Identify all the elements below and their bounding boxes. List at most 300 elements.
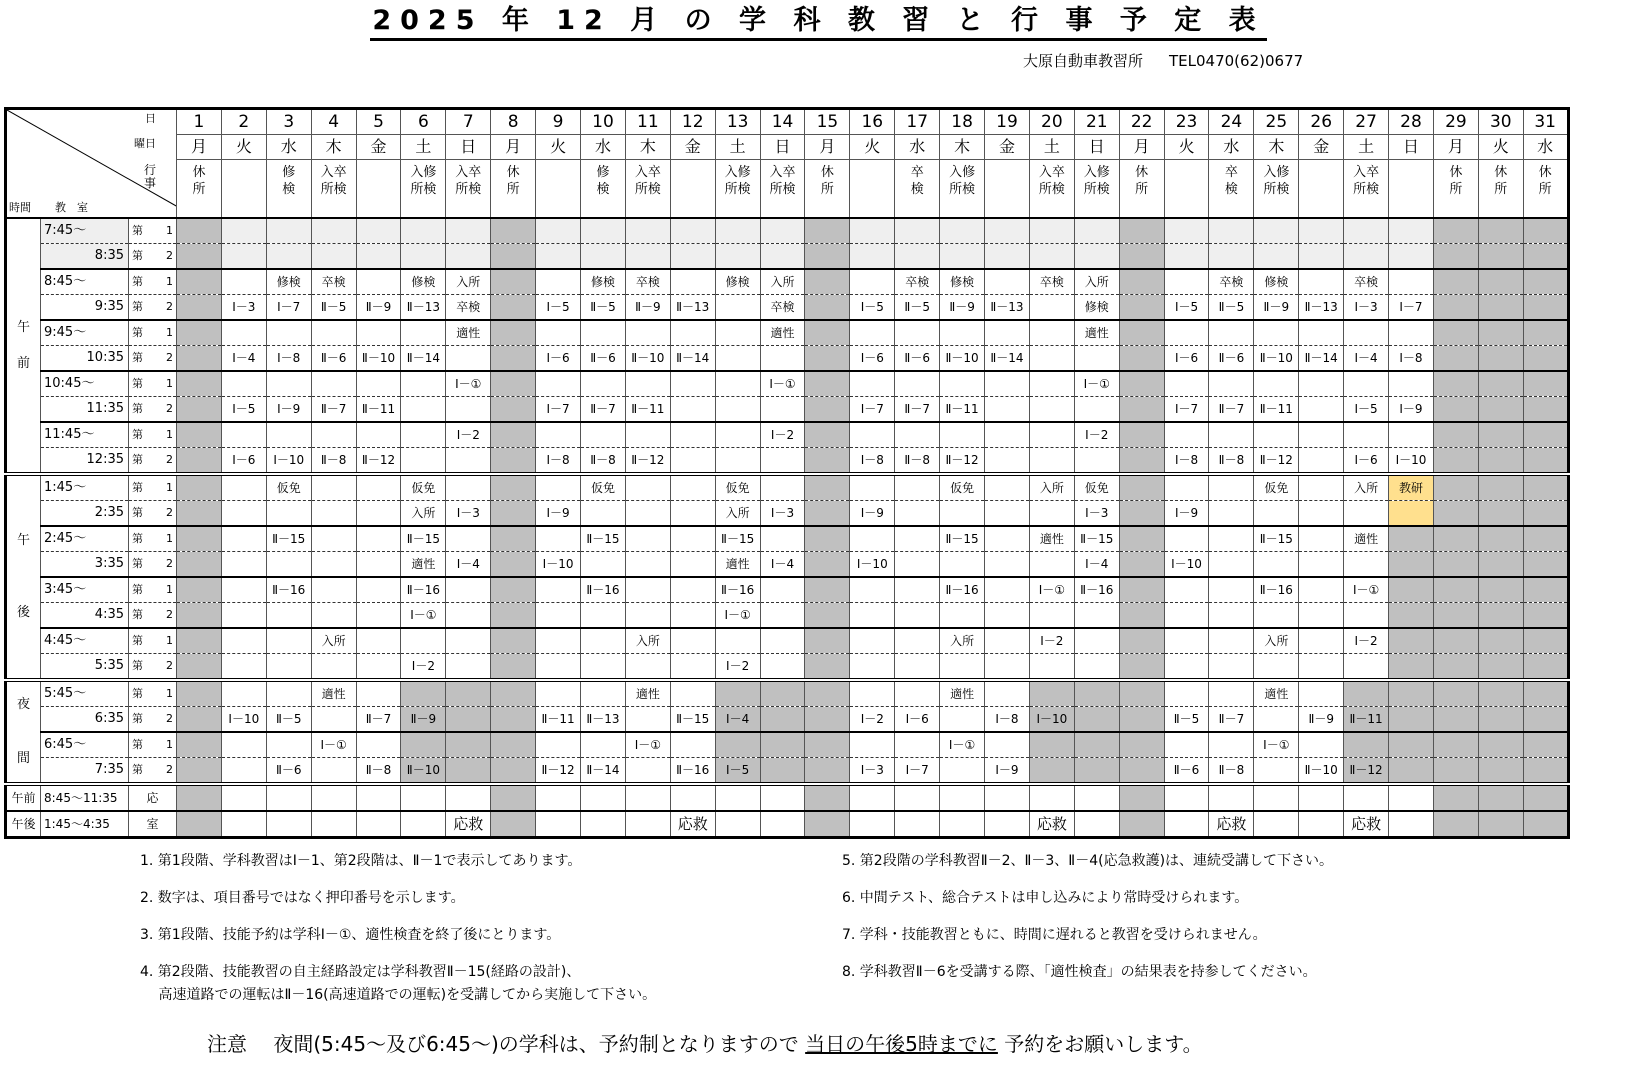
class-cell: Ⅰ－① <box>760 371 805 397</box>
class-cell <box>1478 501 1523 527</box>
class-cell <box>491 758 536 785</box>
period-row <box>6 758 1569 785</box>
class-cell <box>1164 732 1209 758</box>
class-cell <box>985 448 1030 475</box>
class-cell: Ⅰ－① <box>1074 371 1119 397</box>
class-cell: 卒検 <box>1029 269 1074 295</box>
class-cell: Ⅰ－3 <box>850 758 895 785</box>
class-cell <box>1433 422 1478 448</box>
day-number: 26 <box>1299 109 1344 135</box>
note-item: 3. 第1段階、技能予約は学科Ⅰ－①、適性検査を終了後にとります。 <box>140 927 561 943</box>
weekday-label: 曜日 <box>134 137 156 150</box>
weekday: 水 <box>581 135 626 160</box>
class-cell <box>356 422 401 448</box>
weekday: 木 <box>1254 135 1299 160</box>
class-cell <box>1164 577 1209 603</box>
class-cell <box>760 628 805 654</box>
class-cell <box>1209 628 1254 654</box>
class-cell <box>266 654 311 681</box>
class-cell <box>1389 758 1434 785</box>
class-cell <box>805 244 850 270</box>
class-cell <box>491 244 536 270</box>
first-aid-cell <box>266 811 311 838</box>
event-cell: 入修 所検 <box>1254 160 1299 219</box>
day-number: 17 <box>895 109 940 135</box>
class-cell <box>1119 603 1164 629</box>
weekday: 木 <box>940 135 985 160</box>
class-cell: Ⅰ－4 <box>446 552 491 578</box>
class-cell <box>895 371 940 397</box>
first-aid-cell <box>1074 811 1119 838</box>
class-cell <box>850 603 895 629</box>
class-cell <box>1119 526 1164 552</box>
class-cell <box>805 448 850 475</box>
first-aid-cell <box>985 784 1030 811</box>
class-cell <box>581 680 626 707</box>
class-cell <box>1344 218 1389 244</box>
class-cell: Ⅰ－5 <box>1164 295 1209 321</box>
class-cell: Ⅰ－8 <box>536 448 581 475</box>
class-cell <box>805 422 850 448</box>
first-aid-cell <box>1119 784 1164 811</box>
class-cell <box>356 526 401 552</box>
class-cell <box>1209 244 1254 270</box>
weekday: 土 <box>1029 135 1074 160</box>
class-cell: Ⅱ－13 <box>1299 295 1344 321</box>
class-cell <box>536 371 581 397</box>
class-cell <box>1164 320 1209 346</box>
class-cell <box>1119 758 1164 785</box>
first-aid-cell <box>1389 811 1434 838</box>
time-slot: 9:35 <box>41 295 129 321</box>
class-cell <box>895 422 940 448</box>
class-cell <box>1433 346 1478 372</box>
class-cell <box>536 474 581 501</box>
class-cell <box>1119 295 1164 321</box>
class-cell <box>625 758 670 785</box>
class-cell: Ⅰ－4 <box>715 707 760 733</box>
class-cell <box>581 218 626 244</box>
weekday: 木 <box>311 135 356 160</box>
class-cell: 適性 <box>401 552 446 578</box>
caution-tail: 予約をお願いします。 <box>1004 1032 1203 1056</box>
class-cell <box>1523 320 1568 346</box>
class-cell <box>1478 346 1523 372</box>
class-cell <box>401 422 446 448</box>
class-cell: 修検 <box>715 269 760 295</box>
caution-deadline: 当日の午後5時までに <box>805 1032 998 1056</box>
class-cell <box>1074 448 1119 475</box>
class-cell <box>1164 244 1209 270</box>
class-cell <box>491 295 536 321</box>
class-cell <box>1209 501 1254 527</box>
class-cell <box>1344 603 1389 629</box>
weekday: 月 <box>1119 135 1164 160</box>
class-cell <box>1254 758 1299 785</box>
class-cell <box>625 603 670 629</box>
class-cell <box>1433 758 1478 785</box>
day-number: 21 <box>1074 109 1119 135</box>
class-cell <box>356 603 401 629</box>
class-cell <box>1209 577 1254 603</box>
class-cell <box>491 707 536 733</box>
first-aid-cell <box>850 784 895 811</box>
class-cell: Ⅰ－4 <box>1074 552 1119 578</box>
class-cell <box>1389 422 1434 448</box>
first-aid-row <box>6 811 1569 838</box>
class-cell <box>1478 474 1523 501</box>
class-cell <box>670 577 715 603</box>
class-cell: 卒検 <box>760 295 805 321</box>
class-cell: Ⅰ－① <box>311 732 356 758</box>
class-cell <box>1523 552 1568 578</box>
class-cell: Ⅱ－12 <box>536 758 581 785</box>
event-cell: 入修 所検 <box>715 160 760 219</box>
class-cell <box>1389 244 1434 270</box>
class-cell <box>266 371 311 397</box>
class-cell <box>356 218 401 244</box>
time-slot: 10:35 <box>41 346 129 372</box>
class-cell: Ⅱ－15 <box>670 707 715 733</box>
class-cell <box>940 320 985 346</box>
class-cell: Ⅰ－2 <box>446 422 491 448</box>
class-cell <box>1119 732 1164 758</box>
class-cell <box>1119 218 1164 244</box>
class-cell <box>446 732 491 758</box>
first-aid-cell <box>311 811 356 838</box>
class-cell: Ⅱ－5 <box>266 707 311 733</box>
class-cell <box>1478 577 1523 603</box>
class-cell <box>805 218 850 244</box>
weekday: 月 <box>805 135 850 160</box>
class-cell: Ⅰ－5 <box>1344 397 1389 423</box>
class-cell <box>221 422 266 448</box>
class-cell <box>895 654 940 681</box>
weekday: 火 <box>536 135 581 160</box>
notes-right <box>842 850 1333 998</box>
class-cell: Ⅱ－15 <box>1254 526 1299 552</box>
day-number: 28 <box>1389 109 1434 135</box>
event-cell: 休 所 <box>1433 160 1478 219</box>
class-cell <box>805 680 850 707</box>
class-cell <box>1478 448 1523 475</box>
class-cell <box>491 320 536 346</box>
class-cell: Ⅱ－15 <box>266 526 311 552</box>
time-slot: 5:45～ <box>41 680 129 707</box>
class-cell <box>536 269 581 295</box>
class-cell: Ⅱ－15 <box>715 526 760 552</box>
class-cell <box>1299 680 1344 707</box>
class-cell <box>1478 244 1523 270</box>
class-cell <box>760 577 805 603</box>
period-row <box>6 707 1569 733</box>
class-cell <box>1209 552 1254 578</box>
event-cell: 卒 検 <box>1209 160 1254 219</box>
class-cell <box>1478 269 1523 295</box>
class-cell <box>715 397 760 423</box>
class-cell: Ⅱ－8 <box>1209 448 1254 475</box>
class-cell <box>1344 244 1389 270</box>
time-slot: 3:35 <box>41 552 129 578</box>
period-row <box>6 448 1569 475</box>
class-cell <box>1299 269 1344 295</box>
day-number: 15 <box>805 109 850 135</box>
class-cell <box>1299 474 1344 501</box>
class-cell <box>491 397 536 423</box>
class-cell <box>581 552 626 578</box>
class-cell <box>1389 269 1434 295</box>
class-cell: Ⅰ－3 <box>221 295 266 321</box>
class-cell <box>1523 371 1568 397</box>
class-cell: Ⅰ－8 <box>850 448 895 475</box>
class-cell <box>1029 448 1074 475</box>
day-number: 30 <box>1478 109 1523 135</box>
class-cell <box>1074 244 1119 270</box>
first-aid-cell <box>1254 811 1299 838</box>
room-number: 第 1 <box>129 577 177 603</box>
class-cell <box>940 707 985 733</box>
first-aid-cell <box>805 811 850 838</box>
class-cell <box>446 218 491 244</box>
class-cell <box>1164 680 1209 707</box>
class-cell: 入所 <box>1344 474 1389 501</box>
first-aid-cell <box>625 811 670 838</box>
class-cell <box>850 526 895 552</box>
time-slot: 7:35 <box>41 758 129 785</box>
class-cell <box>1299 628 1344 654</box>
class-cell <box>1299 603 1344 629</box>
class-cell: 卒検 <box>1209 269 1254 295</box>
class-cell <box>1164 269 1209 295</box>
class-cell <box>715 295 760 321</box>
day-number: 27 <box>1344 109 1389 135</box>
class-cell <box>401 732 446 758</box>
first-aid-cell: 応救 <box>1029 811 1074 838</box>
class-cell <box>536 603 581 629</box>
class-cell <box>715 732 760 758</box>
class-cell <box>1074 218 1119 244</box>
class-cell <box>311 501 356 527</box>
class-cell: 入所 <box>311 628 356 654</box>
class-cell <box>805 628 850 654</box>
class-cell <box>670 603 715 629</box>
class-cell <box>1299 577 1344 603</box>
class-cell <box>805 603 850 629</box>
class-cell <box>760 244 805 270</box>
class-cell <box>177 758 222 785</box>
class-cell <box>491 526 536 552</box>
class-cell <box>1433 707 1478 733</box>
class-cell: Ⅰ－4 <box>1344 346 1389 372</box>
period-row <box>6 269 1569 295</box>
class-cell: Ⅱ－5 <box>1164 707 1209 733</box>
day-number: 2 <box>221 109 266 135</box>
class-cell <box>1029 680 1074 707</box>
class-cell <box>805 346 850 372</box>
class-cell <box>311 371 356 397</box>
section-label: 午 後 <box>6 474 41 680</box>
period-row <box>6 501 1569 527</box>
room-number: 第 1 <box>129 269 177 295</box>
class-cell <box>1254 218 1299 244</box>
class-cell <box>446 397 491 423</box>
class-cell <box>401 244 446 270</box>
day-number: 9 <box>536 109 581 135</box>
first-aid-cell <box>760 811 805 838</box>
class-cell <box>536 526 581 552</box>
class-cell <box>177 577 222 603</box>
class-cell <box>1029 346 1074 372</box>
class-cell <box>401 218 446 244</box>
class-cell <box>1433 397 1478 423</box>
class-cell <box>311 422 356 448</box>
note-item: 7. 学科・技能教習ともに、時間に遅れると教習を受けられません。 <box>842 927 1267 943</box>
class-cell <box>715 244 760 270</box>
class-cell <box>940 603 985 629</box>
class-cell: Ⅱ－12 <box>940 448 985 475</box>
class-cell: Ⅱ－12 <box>1344 758 1389 785</box>
first-aid-cell: 応救 <box>446 811 491 838</box>
first-aid-cell <box>221 811 266 838</box>
class-cell <box>221 501 266 527</box>
class-cell <box>1478 295 1523 321</box>
class-cell <box>446 448 491 475</box>
first-aid-cell <box>760 784 805 811</box>
day-number: 29 <box>1433 109 1478 135</box>
class-cell <box>491 603 536 629</box>
class-cell <box>805 758 850 785</box>
class-cell <box>760 732 805 758</box>
class-cell <box>715 628 760 654</box>
class-cell: Ⅰ－3 <box>760 501 805 527</box>
class-cell: Ⅰ－4 <box>221 346 266 372</box>
class-cell: Ⅰ－3 <box>1074 501 1119 527</box>
room-number: 第 1 <box>129 218 177 244</box>
class-cell <box>1209 732 1254 758</box>
class-cell <box>1029 603 1074 629</box>
class-cell: Ⅱ－12 <box>1254 448 1299 475</box>
class-cell <box>625 422 670 448</box>
class-cell <box>760 448 805 475</box>
class-cell <box>715 346 760 372</box>
class-cell <box>760 707 805 733</box>
class-cell <box>805 474 850 501</box>
class-cell <box>491 680 536 707</box>
room-number: 第 1 <box>129 320 177 346</box>
room-number: 第 1 <box>129 732 177 758</box>
weekday: 金 <box>356 135 401 160</box>
weekday: 日 <box>1389 135 1434 160</box>
room-label: 教 室 <box>55 201 88 214</box>
room-number: 第 1 <box>129 680 177 707</box>
first-aid-cell <box>805 784 850 811</box>
class-cell <box>311 758 356 785</box>
class-cell <box>581 371 626 397</box>
class-cell <box>1119 244 1164 270</box>
class-cell <box>1344 654 1389 681</box>
class-cell <box>1299 218 1344 244</box>
first-aid-cell <box>311 784 356 811</box>
day-number: 25 <box>1254 109 1299 135</box>
class-cell <box>491 346 536 372</box>
time-slot: 2:45～ <box>41 526 129 552</box>
room-number: 第 2 <box>129 758 177 785</box>
class-cell <box>1523 448 1568 475</box>
class-cell <box>1254 603 1299 629</box>
class-cell <box>985 269 1030 295</box>
class-cell <box>625 501 670 527</box>
class-cell: Ⅰ－① <box>446 371 491 397</box>
class-cell <box>670 680 715 707</box>
weekday: 日 <box>760 135 805 160</box>
section-label: 夜 間 <box>6 680 41 784</box>
class-cell <box>1433 448 1478 475</box>
class-cell <box>1119 628 1164 654</box>
room-number: 第 2 <box>129 244 177 270</box>
room-number: 第 2 <box>129 707 177 733</box>
class-cell <box>311 577 356 603</box>
class-cell <box>401 320 446 346</box>
class-cell <box>491 269 536 295</box>
class-cell: Ⅱ－9 <box>1299 707 1344 733</box>
schedule-table <box>4 107 1570 839</box>
class-cell <box>625 552 670 578</box>
class-cell <box>1523 680 1568 707</box>
class-cell: 仮免 <box>401 474 446 501</box>
event-cell <box>356 160 401 219</box>
first-aid-cell <box>895 811 940 838</box>
day-label: 日 <box>145 112 156 125</box>
first-aid-cell <box>177 811 222 838</box>
class-cell <box>985 680 1030 707</box>
event-cell <box>670 160 715 219</box>
class-cell <box>401 680 446 707</box>
class-cell: 入所 <box>1254 628 1299 654</box>
first-aid-cell <box>1523 784 1568 811</box>
class-cell <box>356 732 401 758</box>
class-cell: Ⅱ－13 <box>985 295 1030 321</box>
class-cell <box>446 758 491 785</box>
class-cell <box>1119 552 1164 578</box>
class-cell <box>715 371 760 397</box>
class-cell <box>1478 371 1523 397</box>
weekday: 月 <box>491 135 536 160</box>
class-cell <box>446 346 491 372</box>
event-cell: 休 所 <box>1478 160 1523 219</box>
class-cell <box>446 707 491 733</box>
class-cell <box>1299 320 1344 346</box>
class-cell <box>850 577 895 603</box>
class-cell <box>1389 577 1434 603</box>
class-cell <box>895 732 940 758</box>
class-cell <box>311 474 356 501</box>
class-cell <box>491 628 536 654</box>
class-cell <box>401 628 446 654</box>
class-cell: 適性 <box>625 680 670 707</box>
class-cell: 入所 <box>1074 269 1119 295</box>
event-cell: 入卒 所検 <box>1029 160 1074 219</box>
class-cell <box>581 320 626 346</box>
class-cell: Ⅰ－2 <box>850 707 895 733</box>
class-cell <box>1029 758 1074 785</box>
day-number: 13 <box>715 109 760 135</box>
class-cell <box>1209 218 1254 244</box>
class-cell <box>940 218 985 244</box>
class-cell: Ⅱ－9 <box>356 295 401 321</box>
weekday: 水 <box>1209 135 1254 160</box>
event-cell <box>850 160 895 219</box>
class-cell <box>536 680 581 707</box>
